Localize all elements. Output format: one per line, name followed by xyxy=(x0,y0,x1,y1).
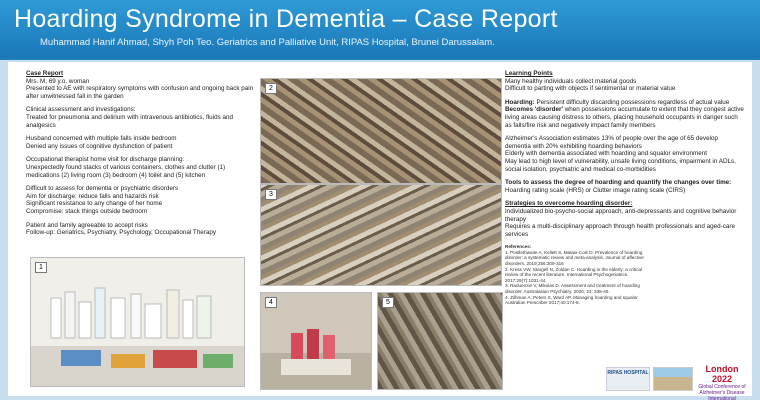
becomes-label: Becomes 'disorder' xyxy=(505,106,563,114)
tools-text: Tools to assess the degree of hoarding and quantify the changes over time: xyxy=(505,179,732,187)
husband-line: Denied any issues of cognitive dysfunction of patient xyxy=(26,142,173,150)
strategies-section xyxy=(505,200,745,238)
ripas-logo-text: RIPAS HOSPITAL xyxy=(607,370,649,376)
ot-line: Unexpectedly found stacks of various containers, clothes and clutter (1) medications (2) living room (3) bedroom (4) toilet and (5) kitchen xyxy=(26,163,226,179)
disorder-definition xyxy=(505,106,745,129)
ripas-logo xyxy=(606,367,650,391)
photo-label-3: 3 xyxy=(265,189,277,200)
hoarding-definition xyxy=(505,99,745,107)
patient-line: Follow-up: Geriatrics, Psychiatry, Psychology, Occupational Therapy xyxy=(26,229,217,237)
reference-item: 2. Kress VW, Stargell N, Zoldan C. Hoarding in the elderly: a critical review of the recent literature. International Psychogeriatrics. 2017;29(7):1031-44. xyxy=(505,266,643,283)
reference-item: 4. Zilhman A, Peters S, Ward AP. Managing hoarding and squalor. Australian Prescriber 2017;40:174-8. xyxy=(505,294,639,306)
clinical-line: Treated for pneumonia and delirium with intravenous antibiotics, fluids and analgesics xyxy=(26,113,233,129)
alzheimers-section xyxy=(505,135,745,173)
photo-label-4: 4 xyxy=(265,297,277,308)
ot-line: Occupational therapist home visit for discharge planning: xyxy=(26,156,185,164)
photo-label-1: 1 xyxy=(35,262,47,273)
learning-heading: Learning Points xyxy=(505,70,553,77)
patient-line: Patient and family agreeable to accept risks xyxy=(26,221,148,229)
medications-illustration xyxy=(31,258,245,387)
difficult-section xyxy=(26,185,258,215)
case-report-heading: Case Report xyxy=(26,70,64,77)
london-logo-subtitle: Global Conference of Alzheimer's Disease International xyxy=(698,384,746,400)
living-room-photo xyxy=(260,78,502,184)
clinical-section xyxy=(26,106,258,129)
tools-section xyxy=(505,179,745,194)
patient-section xyxy=(26,222,258,237)
london-2022-logo xyxy=(696,364,748,400)
poster-title: Hoarding Syndrome in Dementia – Case Report xyxy=(14,5,558,33)
references-heading: References: xyxy=(505,244,532,250)
hospital-building-image xyxy=(653,367,693,391)
reference-item: 1. Postlethwaite A, Kellett S, Mataix-Cols D. Prevalence of hoarding disorder: a systematic review and meta-analysis. Journal of affective disorders. 2019;256:309-316 xyxy=(505,249,644,267)
london-logo-city: London 2022 xyxy=(705,364,739,384)
difficult-line: Difficult to assess for dementia or psychiatric disorders xyxy=(26,185,179,193)
case-line: Presented to AE with respiratory symptoms with confusion and ongoing back pain after unwitnessed fall in the garden xyxy=(26,85,254,100)
learning-line: Difficult to parting with objects if sentimental or material value xyxy=(505,85,676,93)
strategy-line: Individualized bio-psycho-social approach, anti-depressants and cognitive behavior therapy xyxy=(505,207,737,223)
photo-label-2: 2 xyxy=(265,83,277,94)
husband-line: Husband concerned with multiple falls inside bedroom xyxy=(26,135,177,143)
tools-line: Hoarding rating scale (HRS) or Clutter image rating scale (CIRS) xyxy=(505,186,686,194)
hoarding-section xyxy=(505,99,745,129)
alz-line: May lead to high level of vulnerability, unsafe living conditions, impairment in ADLs, social isolation, psychiatric and medical co-morbidities xyxy=(505,157,736,173)
left-column xyxy=(26,70,258,243)
bedroom-photo xyxy=(260,184,502,286)
poster-header xyxy=(0,0,760,58)
poster-body xyxy=(8,62,752,400)
becomes-text: when possessions accumulate to extent that they congest active living areas causing distress to others, placing household occupants in danger such as falls/fire risk and negatively impact family members xyxy=(505,106,744,129)
husband-section xyxy=(26,135,258,150)
kitchen-photo xyxy=(377,292,503,390)
learning-section xyxy=(505,70,745,93)
alz-line: Elderly with dementia associated with hoarding and squalor environment xyxy=(505,150,707,158)
alz-line: Alzheimer's Association estimates 13% of people over the age of 65 develop dementia with 20% exhibiting hoarding behaviors xyxy=(505,135,718,150)
photo-label-5: 5 xyxy=(382,297,394,308)
hoarding-text: Persistent difficulty discarding possessions regardless of actual value xyxy=(534,98,730,106)
toilet-illustration xyxy=(261,293,372,390)
right-column xyxy=(505,70,745,312)
strategy-line: Requires a multi-disciplinary approach through health professionals and aged-care services xyxy=(505,223,735,238)
references-section xyxy=(505,244,655,306)
strategies-heading: Strategies to overcome hoarding disorder: xyxy=(505,200,633,208)
hoarding-label: Hoarding: xyxy=(505,98,535,106)
difficult-line: Compromise: stack things outside bedroom xyxy=(26,207,148,215)
case-line: Mrs. M, 69 y.o. woman xyxy=(26,77,90,85)
reference-item: 3. Raduenzie V, Mikulas D. Assessment and treatment of hoarding disorder. Australasian Psychiatry. 2020; 23: 338-40. xyxy=(505,283,640,295)
learning-line: Many healthy individuals collect material goods xyxy=(505,77,637,85)
clinical-line: Clinical assessment and investigations: xyxy=(26,106,136,114)
medications-photo xyxy=(30,257,245,387)
toilet-photo xyxy=(260,292,372,390)
difficult-line: Significant resistance to any change of her home xyxy=(26,200,163,208)
poster-authors: Muhammad Hanif Ahmad, Shyh Poh Teo. Geriatrics and Palliative Unit, RIPAS Hospital, Brunei Darussalam. xyxy=(40,37,495,48)
case-report-section xyxy=(26,70,258,100)
ot-section xyxy=(26,156,258,179)
difficult-line: Aim for discharge: reduce falls and hazards risk xyxy=(26,192,159,200)
